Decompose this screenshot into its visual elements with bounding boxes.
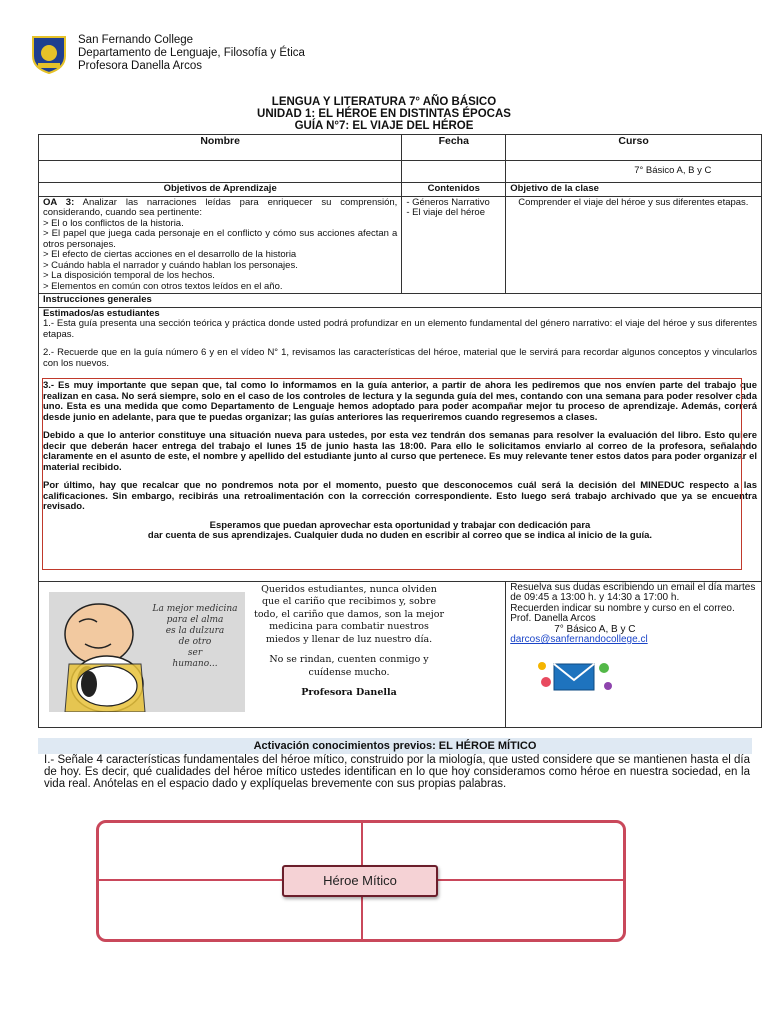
oa-text: Analizar las narraciones leídas para enriquecer su comprensión, considerando, cuando sea pertinente: bbox=[43, 196, 398, 218]
name-field[interactable] bbox=[39, 161, 402, 183]
message-signature: Profesora Danella bbox=[301, 687, 397, 698]
greeting: Estimados/as estudiantes bbox=[43, 307, 160, 319]
teacher-name: Profesora Danella Arcos bbox=[78, 60, 203, 72]
oa-item: > Cuándo habla el narrador y cuándo hablan los personajes. bbox=[43, 259, 298, 271]
title-unit: UNIDAD 1: EL HÉROE EN DISTINTAS ÉPOCAS bbox=[257, 108, 511, 120]
instruction-paragraph-4: Debido a que lo anterior constituye una situación nueva para ustedes, por esta vez tendrán dos semanas para resolver la evaluación del libro. Esto quiere decir que deberán hacer entrega del trabajo el lunes 15 de junio hasta las 18:00. Para ello le solicitamos enviarlo al correo de la profesora, señalando claramente en el asunto de este, el nombre y apellido del estudiante junto al curso que pertenece. Es muy relevante tener estos datos para poder organizar el material recibido. bbox=[43, 430, 757, 473]
class-objective: Comprender el viaje del héroe y sus diferentes etapas. bbox=[506, 196, 762, 294]
school-header bbox=[78, 34, 305, 73]
date-field[interactable] bbox=[402, 161, 506, 183]
content-item: - El viaje del héroe bbox=[406, 207, 485, 218]
caption-line: La mejor medicina bbox=[152, 603, 238, 614]
title-subject: LENGUA Y LITERATURA 7° AÑO BÁSICO bbox=[271, 96, 497, 108]
contact-line: Recuerden indicar su nombre y curso en el correo. bbox=[510, 602, 735, 614]
objectives-header: Objetivos de Aprendizaje bbox=[39, 183, 402, 197]
header-course: Curso bbox=[506, 135, 762, 161]
contact-line: 7° Básico A, B y C bbox=[554, 623, 636, 635]
course-value: 7° Básico A, B y C bbox=[506, 161, 762, 183]
closing-line-2: dar cuenta de sus aprendizajes. Cualquier duda no duden en escribir al correo que se indica al inicio de la guía. bbox=[147, 530, 653, 541]
school-name: San Fernando College bbox=[78, 34, 194, 46]
oa-item: > El efecto de ciertas acciones en el desarrollo de la historia bbox=[43, 249, 297, 260]
oa-item: > El papel que juega cada personaje en el conflicto y cómo sus acciones afectan a otros personajes. bbox=[43, 228, 398, 250]
instruction-paragraph-1: 1.- Esta guía presenta una sección teórica y práctica donde usted podrá profundizar en un elemento fundamental del género narrativo: el viaje del héroe y sus diferentes etapas. bbox=[43, 318, 757, 340]
contact-line: Prof. Danella Arcos bbox=[510, 613, 596, 624]
oa-item: > Elementos en común con otros textos leídos en el año. bbox=[43, 280, 283, 292]
learning-objective bbox=[39, 196, 402, 294]
caption-line: ser bbox=[187, 647, 203, 658]
class-objective-header: Objetivo de la clase bbox=[506, 183, 762, 197]
instruction-paragraph-2: 2.- Recuerde que en la guía número 6 y en el vídeo N° 1, revisamos las características del héroe, material que le servirá para recordar algunos conceptos y vincularlos con los nuevos. bbox=[43, 347, 757, 369]
oa-item: > El o los conflictos de la historia. bbox=[43, 217, 184, 229]
header-date: Fecha bbox=[402, 135, 506, 161]
message-cell bbox=[39, 581, 506, 727]
activation-instructions: I.- Señale 4 características fundamentales del héroe mítico, construido por la miología, que usted considere que se mantienen hasta el día de hoy. Es decir, qué cualidades del héroe mítico ustedes identifican en lo que hoy consideramos como héroe en nuestra sociedad, en la vida real. Anótelas en el espacio dado y explíquelas brevemente con sus propias palabras. bbox=[44, 754, 750, 791]
title-guide: GUÍA N°7: EL VIAJE DEL HÉROE bbox=[294, 120, 474, 132]
snoopy-image bbox=[49, 592, 245, 712]
document-titles bbox=[0, 96, 768, 132]
school-logo bbox=[30, 34, 68, 74]
image-caption bbox=[149, 604, 241, 670]
caption-line: es la dulzura bbox=[165, 625, 225, 636]
header-name: Nombre bbox=[39, 135, 402, 161]
closing-line-1: Esperamos que puedan aprovechar esta oportunidad y trabajar con dedicación para bbox=[209, 519, 591, 531]
caption-line: humano... bbox=[172, 658, 218, 669]
department-name: Departamento de Lenguaje, Filosofía y Ética bbox=[78, 47, 305, 59]
oa-item: > La disposición temporal de los hechos. bbox=[43, 270, 215, 281]
caption-line: para el alma bbox=[166, 614, 224, 625]
contents-cell bbox=[402, 196, 506, 294]
contact-line: Resuelva sus dudas escribiendo un email el día martes de 09:45 a 13:00 h. y 14:30 a 17:00 h. bbox=[510, 581, 756, 603]
contact-cell bbox=[506, 581, 762, 727]
instruction-paragraph-5: Por último, hay que recalcar que no pondremos nota por el momento, puesto que desconocemos cuál será la decisión del MINEDUC respecto a las calificaciones. Sin embargo, recibirás una retroalimentación con la corrección correspondiente. Esto luego será trabajo archivado que ya se encuentra revisado. bbox=[43, 480, 757, 512]
important-notice-frame bbox=[42, 378, 742, 570]
instructions-header: Instrucciones generales bbox=[39, 294, 762, 308]
teacher-email-link[interactable]: darcos@sanfernandocollege.cl bbox=[510, 634, 648, 645]
activation-title: Activación conocimientos previos: EL HÉROE MÍTICO bbox=[38, 738, 752, 754]
caption-line: de otro bbox=[178, 636, 212, 647]
content-item: - Géneros Narrativo bbox=[406, 196, 490, 208]
message-text: Queridos estudiantes, nunca olviden que el cariño que recibimos y, sobre todo, el cariño que damos, son la mejor medicina para combatir nuestros miedos y llenar de luz nuestro día. bbox=[254, 583, 444, 645]
message-encouragement: No se rindan, cuenten conmigo y cuídense mucho. bbox=[269, 654, 429, 678]
email-icon bbox=[532, 656, 618, 696]
instruction-paragraph-3: 3.- Es muy importante que sepan que, tal como lo informamos en la guía anterior, a partir de ahora les pediremos que nos envíen parte del trabajo que realizan en casa. No será siempre, solo en el caso de los controles de lectura y la segunda guía del mes, contando con una semana para poder resolver cada uno. Esta es una medida que como Departamento de Lenguaje hemos adoptado para poder acompañar mejor tu proceso de aprendizaje. Además, correrá desde junio en adelante, para que te puedas organizar; las guías anteriores las requeriremos cuando regresemos a clases. bbox=[43, 380, 757, 423]
teacher-message bbox=[251, 584, 447, 700]
hero-center-label: Héroe Mítico bbox=[282, 865, 438, 897]
oa-label: OA 3: bbox=[43, 196, 75, 208]
contents-header: Contenidos bbox=[402, 183, 506, 197]
